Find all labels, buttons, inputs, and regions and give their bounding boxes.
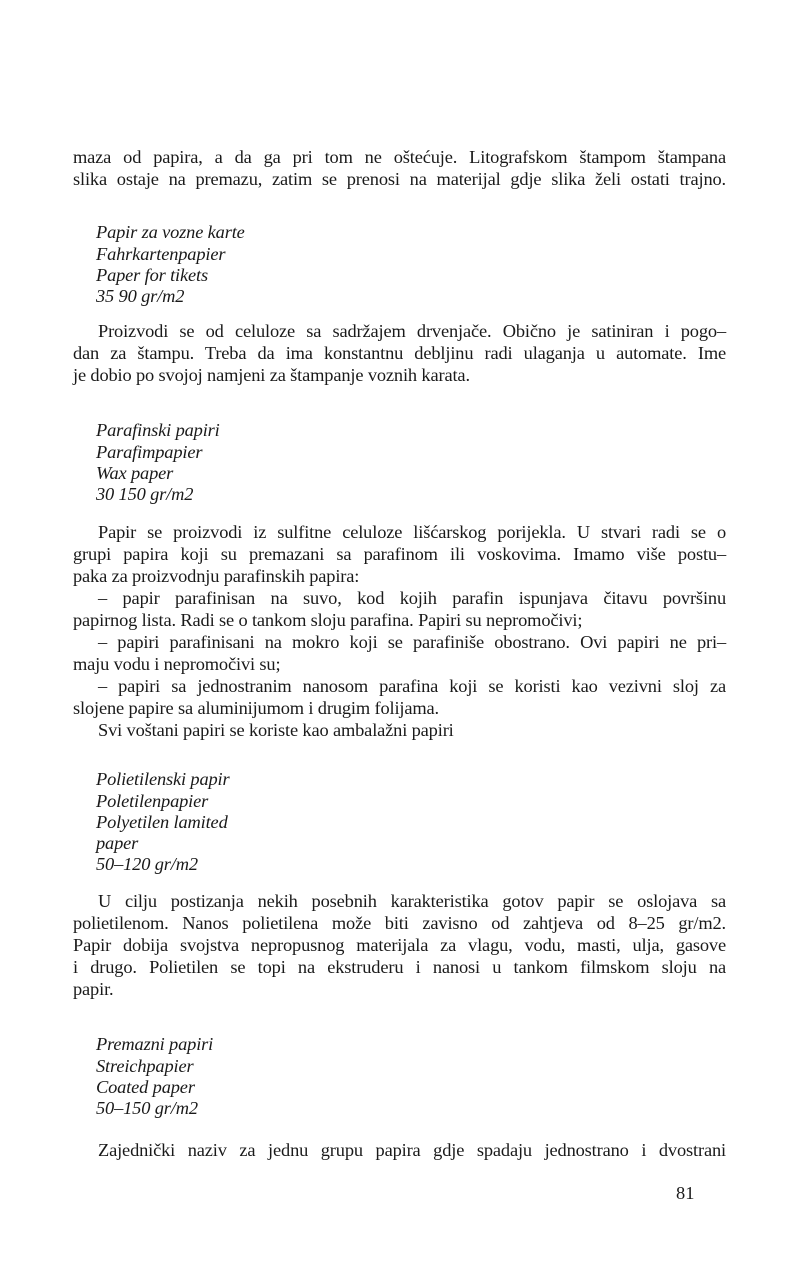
section-heading-weight: 35 90 gr/m2 [96,286,185,306]
paragraph-line: papirnog lista. Radi se o tankom sloju parafina. Papiri su nepromočivi; [73,610,583,630]
paragraph-line: Papir dobija svojstva nepropusnog materijala za vlagu, vodu, masti, ulja, gasove [73,935,726,955]
section-heading-german: Parafimpapier [96,442,203,462]
paragraph-line: slika ostaje na premazu, zatim se prenosi na materijal gdje slika želi ostati trajno. [73,169,726,189]
paragraph-line: i drugo. Polietilen se topi na ekstruderu i nanosi u tankom filmskom sloju na [73,957,726,977]
paragraph-line: je dobio po svojoj namjeni za štampanje voznih karata. [73,365,470,385]
section-heading-title: Polietilenski papir [96,769,230,789]
paragraph-line: paka za proizvodnju parafinskih papira: [73,566,360,586]
paragraph-line: Svi voštani papiri se koriste kao ambalažni papiri [98,720,454,740]
paragraph-line: Proizvodi se od celuloze sa sadržajem drvenjače. Obično je satiniran i pogo– [98,321,726,341]
section-heading-title: Parafinski papiri [96,420,220,440]
paragraph-line: Zajednički naziv za jednu grupu papira gdje spadaju jednostrano i dvostrani [98,1140,726,1160]
section-heading-weight: 30 150 gr/m2 [96,484,194,504]
paragraph-line: papir. [73,979,114,999]
list-item: – papir parafinisan na suvo, kod kojih parafin ispunjava čitavu površinu [98,588,726,608]
section-heading-english: Wax paper [96,463,174,483]
paragraph-line: U cilju postizanja nekih posebnih karakteristika gotov papir se oslojava sa [98,891,726,911]
section-heading-weight: 50–150 gr/m2 [96,1098,198,1118]
section-heading-english-cont: paper [96,833,139,853]
list-item: – papiri sa jednostranim nanosom parafina koji se koristi kao vezivni sloj za [98,676,726,696]
section-heading-german: Streichpapier [96,1056,194,1076]
paragraph-line: grupi papira koji su premazani sa parafinom ili voskovima. Imamo više postu– [73,544,726,564]
section-heading-german: Poletilenpapier [96,791,209,811]
paragraph-line: slojene papire sa aluminijumom i drugim folijama. [73,698,440,718]
list-item: – papiri parafinisani na mokro koji se parafiniše obostrano. Ovi papiri ne pri– [98,632,726,652]
section-heading-title: Premazni papiri [96,1034,214,1054]
section-heading-english: Coated paper [96,1077,195,1097]
section-heading-english: Paper for tikets [96,265,209,285]
paragraph-line: Papir se proizvodi iz sulfitne celuloze lišćarskog porijekla. U stvari radi se o [98,522,726,542]
section-heading-weight: 50–120 gr/m2 [96,854,198,874]
paragraph-line: dan za štampu. Treba da ima konstantnu debljinu radi ulaganja u automate. Ime [73,343,726,363]
paragraph-line: polietilenom. Nanos polietilena može biti zavisno od zahtjeva od 8–25 gr/m2. [73,913,726,933]
section-heading-title: Papir za vozne karte [96,222,245,242]
section-heading-english: Polyetilen lamited [96,812,228,832]
page-number: 81 [676,1183,695,1203]
paragraph-line: maza od papira, a da ga pri tom ne oštećuje. Litografskom štampom štampana [73,147,726,167]
paragraph-line: maju vodu i nepromočivi su; [73,654,281,674]
section-heading-german: Fahrkartenpapier [96,244,226,264]
